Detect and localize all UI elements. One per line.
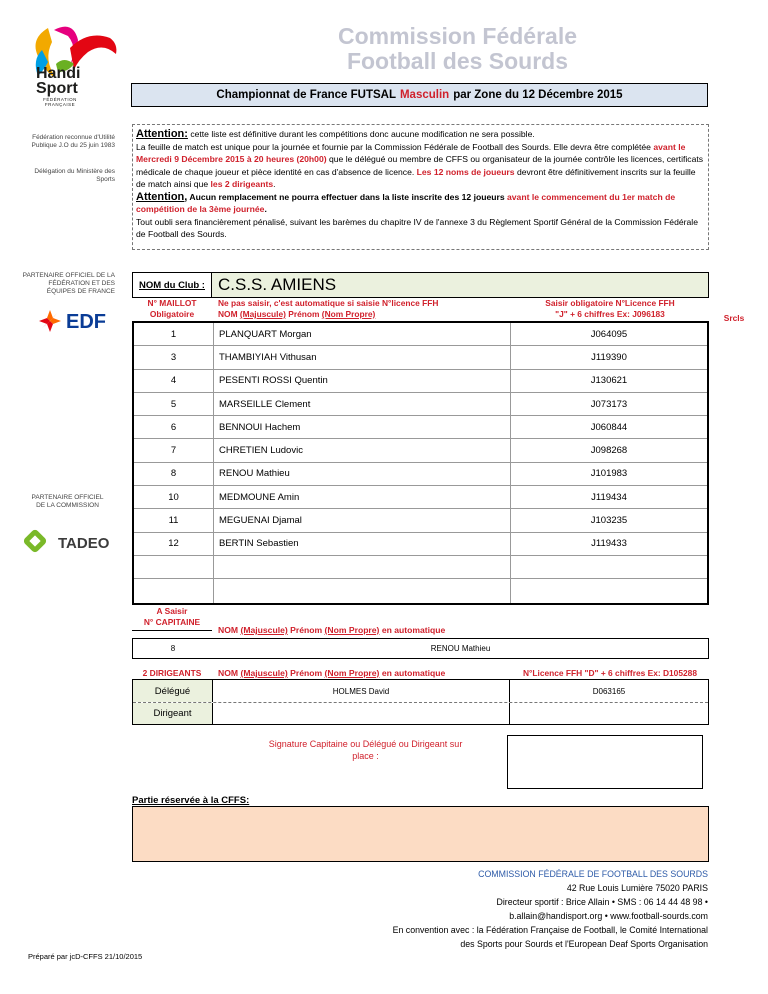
players-table [132,321,709,605]
licence-field[interactable]: J064095 [590,328,628,340]
player-name: BENNOUI Hachem [214,416,511,438]
table-row [134,556,707,579]
captain-number-field[interactable]: 8 [170,644,176,653]
table-row [134,463,707,486]
jersey-number-field[interactable]: 11 [134,509,214,531]
cffs-label: Partie réservée à la CFFS: [132,795,250,806]
officials-table [132,679,709,725]
recognition-text: Fédération reconnue d'Utilité Publique J.O du 25 juin 1983 [31,134,115,149]
jersey-number-field[interactable] [134,556,214,578]
player-name: CHRETIEN Ludovic [214,439,511,461]
commission-title: Commission Fédérale Football des Sourds [337,23,578,74]
table-row [134,439,707,462]
svg-text:TADEO: TADEO [58,535,110,552]
table-row [134,509,707,532]
nom-header: Ne pas saisir, c'est automatique si saisie N°licence FFH NOM (Majuscule) Prénom (Nom Propre) [218,298,439,319]
official-licence-field[interactable]: D063165 [592,686,626,696]
player-name: RENOU Mathieu [214,463,511,485]
page-title: Championnat de France FUTSAL Masculin par Zone du 12 Décembre 2015 [131,83,708,107]
club-label: NOM du Club : [132,272,212,298]
captain-name: RENOU Mathieu [430,644,491,653]
partner-commission-text: PARTENAIRE OFFICIEL DE LA COMMISSION [31,494,104,509]
jersey-number-field[interactable] [134,579,214,602]
officials-auto-note: NOM (Majuscule) Prénom (Nom Propre) en automatique [218,668,446,678]
delegation-text: Délégation du Ministère des Sports [34,168,115,183]
licence-field[interactable] [511,579,707,602]
player-name [214,579,511,602]
cffs-reserved-box[interactable] [132,806,709,862]
licence-field[interactable]: J119433 [591,538,627,550]
handisport-wordmark: Handi Sport [36,65,81,97]
maillot-header: N° MAILLOT Obligatoire [147,298,197,319]
table-row [134,416,707,439]
jersey-number-field[interactable]: 4 [134,370,214,392]
official-name: HOLMES David [213,680,510,702]
table-row [134,533,707,556]
licence-field[interactable]: J098268 [590,445,628,457]
prepared-by: Préparé par jcD-CFFS 21/10/2015 [28,952,143,961]
licence-field[interactable]: J060844 [590,421,628,433]
officials-licence-header: N°Licence FFH "D" + 6 chiffres Ex: D105288 [523,668,697,678]
official-row [133,680,708,702]
attention-box: Attention: cette liste est définitive durant les compétitions donc aucune modification ne sera possible. La feuille de match est unique pour la journée et fournie par la Commission Fédérale de Football des Sourds. Elle devra être complétée avant le Mercredi 9 Décembre 2015 à 20 heures (20h00) que le délégué ou membre de CFFS ou organisateur de la journée contrôle les licences, certificats médicale de chaque joueur et pièce identité en cas d'absence de licence. Les 12 noms de joueurs devront être définitivement inscrits sur la feuille de match ainsi que les 2 dirigeants. Attention, Aucun remplacement ne pourra effectuer dans la liste inscrite des 12 joueurs avant le commencement du 1er match de compétition de la 3ème journée. Tout oubli sera financièrement pénalisé, suivant les barèmes du chapitre IV de l'annexe 3 du Règlement Sportif Général de la Commission Fédérale de Football des Sourds. [132,124,709,250]
player-name: THAMBIYIAH Vithusan [214,346,511,368]
jersey-number-field[interactable]: 5 [134,393,214,415]
edf-logo [36,307,118,335]
licence-field[interactable]: J130621 [590,375,628,387]
jersey-number-field[interactable]: 1 [134,323,214,345]
official-row [133,702,708,724]
player-name: MEDMOUNE Amin [214,486,511,508]
signature-label: Signature Capitaine ou Délégué ou Dirigeant sur place : [268,739,463,761]
captain-auto-note: NOM (Majuscule) Prénom (Nom Propre) en automatique [218,625,446,635]
table-row [134,393,707,416]
jersey-number-field[interactable]: 7 [134,439,214,461]
partner-federation-text: PARTENAIRE OFFICIEL DE LA FÉDÉRATION ET DES ÉQUIPES DE FRANCE [22,272,115,295]
signature-box[interactable] [507,735,703,789]
player-name: MEGUENAI Djamal [214,509,511,531]
jersey-number-field[interactable]: 8 [134,463,214,485]
svg-text:EDF: EDF [66,311,106,333]
licence-header: Saisir obligatoire N°Licence FFH "J" + 6 chiffres Ex: J096183 [545,298,675,319]
officials-label: 2 DIRIGEANTS [142,668,202,678]
player-name: PESENTI ROSSI Quentin [214,370,511,392]
handisport-tagline: FÉDÉRATION FRANÇAISE [43,97,77,107]
official-licence-field[interactable] [510,703,708,724]
jersey-number-field[interactable]: 10 [134,486,214,508]
srcls-header: Srcls [723,313,745,323]
tadeo-logo [24,528,124,556]
footer-contact: COMMISSION FÉDÉRALE DE FOOTBALL DES SOURDS 42 Rue Louis Lumière 75020 PARIS Directeur sportif : Brice Allain • SMS : 06 14 44 48 98 • b.allain@handisport.org • www.football-sourds.com En convention avec : la Fédération Française de Football, le Comité International des Sports pour Sourds et l'European Deaf Sports Organisation [392,869,708,949]
player-name [214,556,511,578]
player-name: BERTIN Sebastien [214,533,511,555]
jersey-number-field[interactable]: 12 [134,533,214,555]
licence-field[interactable] [511,556,707,578]
official-role: Délégué [133,680,213,702]
licence-field[interactable]: J119390 [591,351,627,363]
table-row [134,579,707,602]
licence-field[interactable]: J119434 [591,491,627,503]
player-name: MARSEILLE Clement [214,393,511,415]
official-role: Dirigeant [133,703,213,724]
table-row [134,370,707,393]
player-name: PLANQUART Morgan [214,323,511,345]
jersey-number-field[interactable]: 3 [134,346,214,368]
jersey-number-field[interactable]: 6 [134,416,214,438]
captain-label: A Saisir N° CAPITAINE [132,606,212,631]
table-row [134,323,707,346]
club-name-field[interactable]: C.S.S. AMIENS [212,272,709,298]
table-row [134,486,707,509]
licence-field[interactable]: J103235 [590,515,628,527]
licence-field[interactable]: J073173 [590,398,628,410]
captain-row [132,638,709,659]
official-name [213,703,510,724]
licence-field[interactable]: J101983 [590,468,628,480]
table-row [134,346,707,369]
